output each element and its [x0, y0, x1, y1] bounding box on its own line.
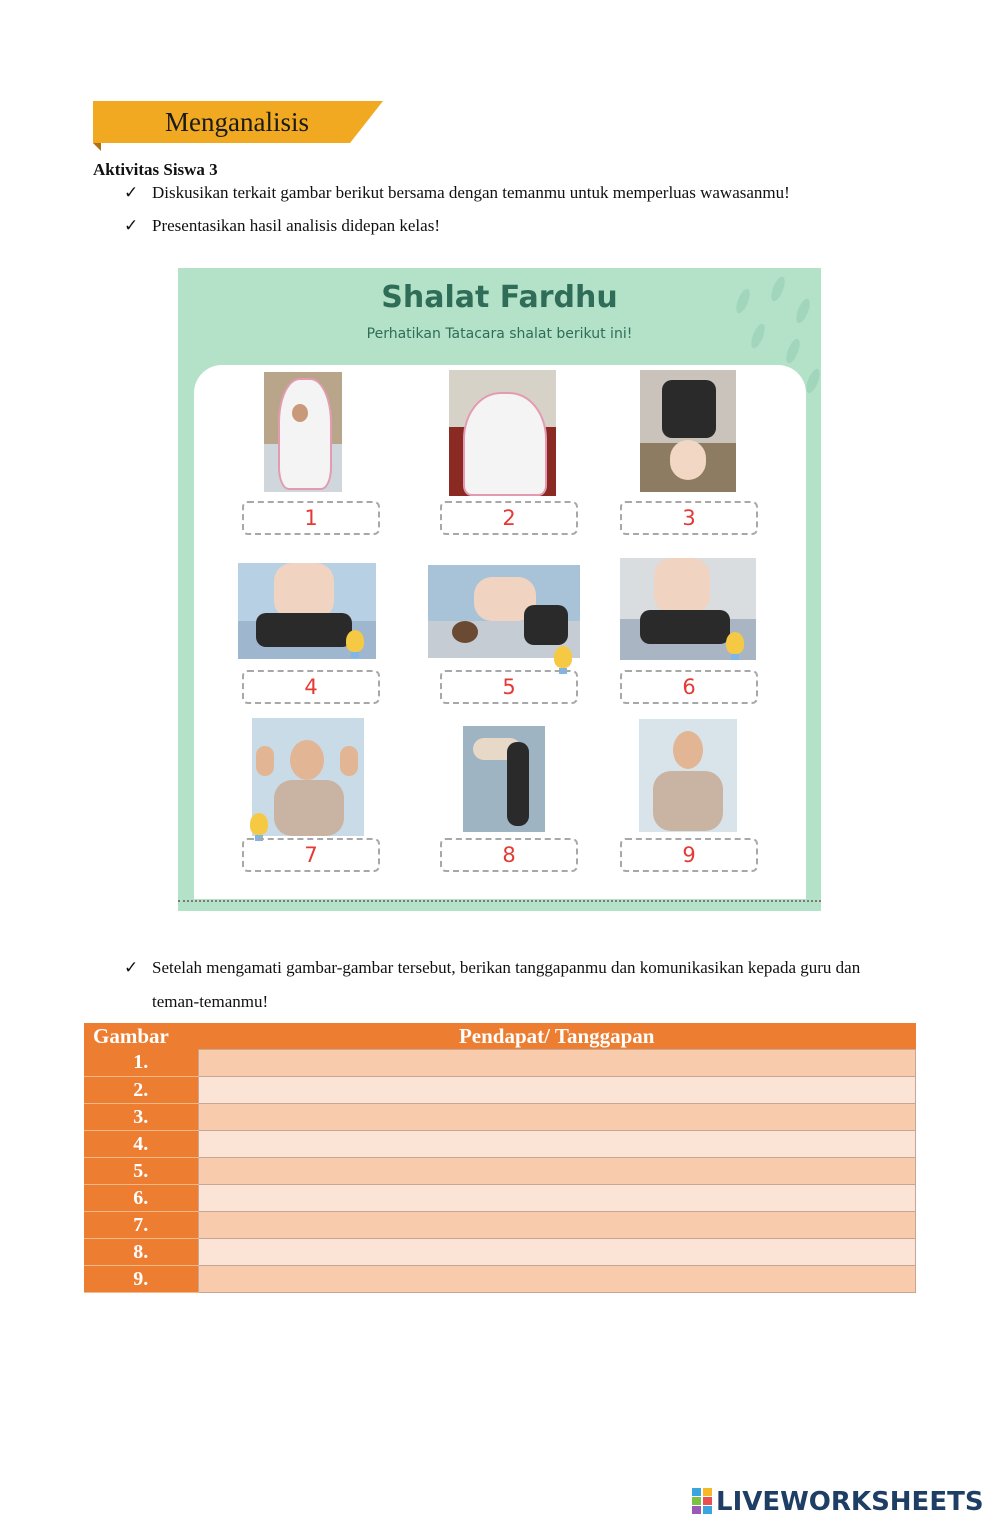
activity-title: Aktivitas Siswa 3 [93, 160, 218, 179]
table-row [84, 1239, 916, 1266]
lightbulb-icon [250, 813, 268, 835]
response-table [84, 1023, 916, 1293]
answer-cell[interactable] [198, 1077, 916, 1104]
row-number: 5. [84, 1158, 198, 1185]
number-label-4: 4 [242, 670, 380, 704]
liveworksheets-logo-icon [692, 1488, 714, 1514]
row-number: 6. [84, 1185, 198, 1212]
logo-text: LIVEWORKSHEETS [716, 1487, 984, 1517]
dotted-divider [178, 900, 821, 902]
table-row [84, 1104, 916, 1131]
answer-cell[interactable] [198, 1104, 916, 1131]
number-label-7: 7 [242, 838, 380, 872]
table-row [84, 1131, 916, 1158]
prayer-photo-1 [264, 372, 342, 492]
row-number: 2. [84, 1077, 198, 1104]
answer-cell[interactable] [198, 1131, 916, 1158]
table-row [84, 1212, 916, 1239]
row-number: 4. [84, 1131, 198, 1158]
table-row [84, 1158, 916, 1185]
answer-cell[interactable] [198, 1212, 916, 1239]
answer-cell[interactable] [198, 1266, 916, 1293]
bullet-item [124, 209, 440, 243]
row-number: 7. [84, 1212, 198, 1239]
prayer-photo-3 [640, 370, 736, 492]
number-label-9: 9 [620, 838, 758, 872]
worksheet-subtitle: Perhatikan Tatacara shalat berikut ini! [366, 326, 633, 342]
prayer-photo-2 [449, 370, 556, 496]
row-number: 8. [84, 1239, 198, 1266]
check-icon: ✓ [124, 958, 139, 977]
prayer-photo-8 [463, 726, 545, 832]
prayer-photo-9 [639, 719, 737, 832]
check-icon: ✓ [124, 183, 139, 202]
rain-drop-decoration [803, 367, 821, 395]
row-number: 1. [84, 1050, 198, 1077]
bullet-item [124, 951, 914, 1019]
answer-cell[interactable] [198, 1185, 916, 1212]
liveworksheets-logo[interactable] [692, 1487, 984, 1523]
bullet-item [124, 176, 790, 210]
table-row [84, 1185, 916, 1212]
number-label-3: 3 [620, 501, 758, 535]
header-gambar: Gambar [84, 1023, 198, 1050]
check-icon: ✓ [124, 216, 139, 235]
table-row [84, 1077, 916, 1104]
row-number: 9. [84, 1266, 198, 1293]
number-label-6: 6 [620, 670, 758, 704]
prayer-photo-5 [428, 565, 580, 658]
banner-title: Menganalisis [165, 107, 309, 137]
followup-text: Setelah mengamati gambar-gambar tersebut, berikan tanggapanmu dan komunikasikan kepada guru dan teman-temanmu! [152, 958, 861, 1011]
row-number: 3. [84, 1104, 198, 1131]
bullet-text: Presentasikan hasil analisis didepan kelas! [152, 216, 440, 235]
lightbulb-icon [554, 646, 572, 668]
number-label-1: 1 [242, 501, 380, 535]
number-label-2: 2 [440, 501, 578, 535]
answer-cell[interactable] [198, 1050, 916, 1077]
table-row [84, 1050, 916, 1077]
bullet-text: Diskusikan terkait gambar berikut bersama dengan temanmu untuk memperluas wawasanmu! [152, 183, 790, 202]
worksheet-panel [178, 268, 821, 911]
answer-cell[interactable] [198, 1239, 916, 1266]
number-label-8: 8 [440, 838, 578, 872]
table-header-row [84, 1023, 916, 1050]
answer-cell[interactable] [198, 1158, 916, 1185]
header-pendapat: Pendapat/ Tanggapan [198, 1023, 916, 1050]
worksheet-title: Shalat Fardhu [381, 280, 618, 315]
lightbulb-icon [726, 632, 744, 654]
section-banner [93, 101, 383, 143]
table-row [84, 1266, 916, 1293]
lightbulb-icon [346, 630, 364, 652]
prayer-photo-7 [252, 718, 364, 836]
number-label-5: 5 [440, 670, 578, 704]
